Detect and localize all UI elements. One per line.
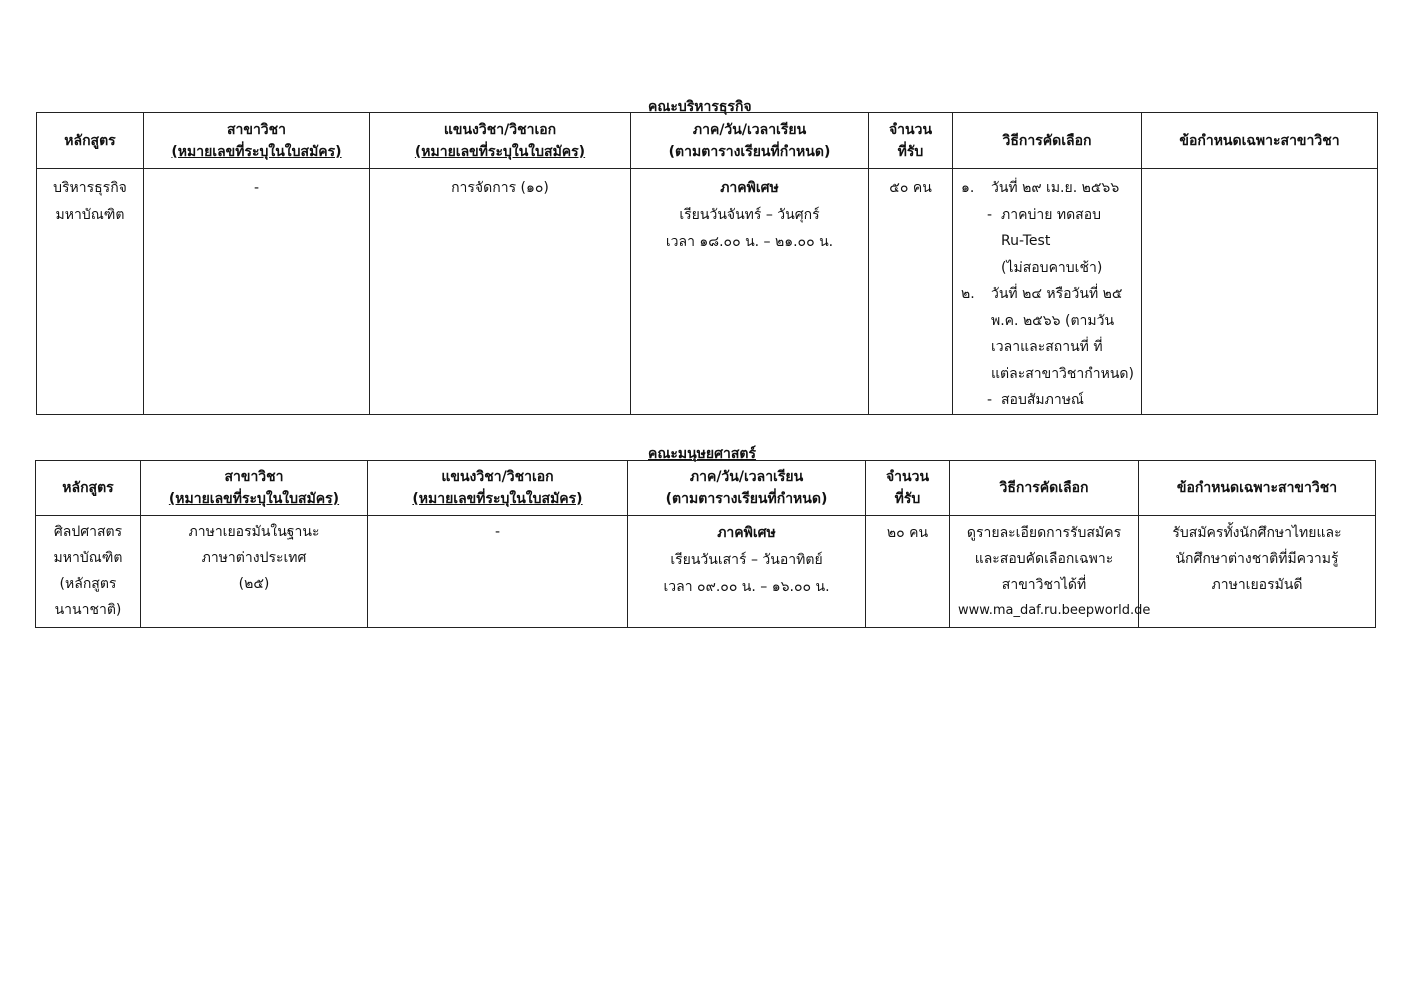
business-table [36, 112, 1378, 415]
selection-subitem-1: - ภาคบ่าย ทดสอบ [987, 206, 1102, 223]
cell-schedule: ภาคพิเศษ เรียนวันจันทร์ – วันศุกร์ เวลา ๑๘.๐๐ น. – ๒๑.๐๐ น. [631, 169, 869, 415]
cell-schedule: ภาคพิเศษ เรียนวันเสาร์ – วันอาทิตย์ เวลา ๐๙.๐๐ น. – ๑๖.๐๐ น. [628, 516, 866, 628]
header-schedule-title: ภาค/วัน/เวลาเรียน [689, 469, 804, 485]
header-program: หลักสูตร [37, 113, 144, 169]
cell-program: บริหารธุรกิจ มหาบัณฑิต [37, 169, 144, 415]
section-title-humanities: คณะมนุษยศาสตร์ [648, 446, 757, 462]
header-major-note: (หมายเลขที่ระบุในใบสมัคร) [168, 491, 340, 507]
selection-website: www.ma_daf.ru.beepworld.de [958, 603, 1151, 618]
header-track-title: แขนงวิชา/วิชาเอก [443, 121, 557, 138]
header-track-title: แขนงวิชา/วิชาเอก [441, 469, 554, 485]
header-requirements: ข้อกำหนดเฉพาะสาขาวิชา [1142, 113, 1378, 169]
header-major-title: สาขาวิชา [224, 469, 284, 485]
cell-program: ศิลปศาสตร มหาบัณฑิต (หลักสูตร นานาชาติ) [36, 516, 141, 628]
selection-item-1: ๑. วันที่ ๒๙ เม.ย. ๒๕๖๖ [961, 180, 1120, 196]
header-track [368, 461, 628, 516]
selection-item-2: ๒. วันที่ ๒๔ หรือวันที่ ๒๕ [961, 286, 1123, 302]
header-track-note: (หมายเลขที่ระบุในใบสมัคร) [414, 143, 586, 160]
humanities-table [35, 460, 1376, 628]
header-major-note: (หมายเลขที่ระบุในใบสมัคร) [171, 143, 342, 160]
cell-selection: ๑. วันที่ ๒๙ เม.ย. ๒๕๖๖ - ภาคบ่าย ทดสอบ Ru-Test (ไม่สอบคาบเช้า) ๒. วันที่ ๒๔ หรือวันที่ ๒๕ พ.ค. ๒๕๖๖ (ตามวัน เวลาและสถานที่ ที่ แต่ละสาขาวิชากำหนด) - สอบสัมภาษณ์ [953, 169, 1142, 415]
cell-quota: ๕๐ คน [869, 169, 953, 415]
header-requirements: ข้อกำหนดเฉพาะสาขาวิชา [1139, 461, 1376, 516]
header-quota [866, 461, 950, 516]
cell-selection: ดูรายละเอียดการรับสมัคร และสอบคัดเลือกเฉพาะ สาขาวิชาได้ที่ www.ma_daf.ru.beepworld.de [950, 516, 1139, 628]
table-header-row [36, 461, 1376, 516]
cell-requirements [1142, 169, 1378, 415]
header-schedule-title: ภาค/วัน/เวลาเรียน [692, 121, 807, 138]
header-schedule-note: (ตามตารางเรียนที่กำหนด) [665, 491, 828, 507]
cell-major: - [144, 169, 370, 415]
header-major [141, 461, 368, 516]
header-schedule [628, 461, 866, 516]
table-row [37, 169, 1378, 415]
header-selection: วิธีการคัดเลือก [953, 113, 1142, 169]
section-title-business: คณะบริหารธุรกิจ [648, 99, 752, 115]
header-program: หลักสูตร [36, 461, 141, 516]
selection-subitem-2: - สอบสัมภาษณ์ [987, 392, 1084, 408]
header-major [144, 113, 370, 169]
cell-track: - [368, 516, 628, 628]
cell-track: การจัดการ (๑๐) [370, 169, 631, 415]
cell-requirements: รับสมัครทั้งนักศึกษาไทยและ นักศึกษาต่างชาติที่มีความรู้ ภาษาเยอรมันดี [1139, 516, 1376, 628]
header-schedule-note: (ตามตารางเรียนที่กำหนด) [668, 143, 831, 160]
cell-major: ภาษาเยอรมันในฐานะ ภาษาต่างประเทศ (๒๕) [141, 516, 368, 628]
header-track-note: (หมายเลขที่ระบุในใบสมัคร) [412, 491, 583, 507]
header-track [370, 113, 631, 169]
header-quota [869, 113, 953, 169]
table-row [36, 516, 1376, 628]
header-quota-line1: จำนวน [888, 121, 933, 138]
header-quota-line2: ที่รับ [894, 491, 921, 507]
header-quota-line2: ที่รับ [897, 143, 924, 160]
header-selection: วิธีการคัดเลือก [950, 461, 1139, 516]
header-schedule [631, 113, 869, 169]
table-header-row [37, 113, 1378, 169]
cell-quota: ๒๐ คน [866, 516, 950, 628]
header-quota-line1: จำนวน [885, 469, 930, 485]
header-major-title: สาขาวิชา [226, 121, 287, 138]
